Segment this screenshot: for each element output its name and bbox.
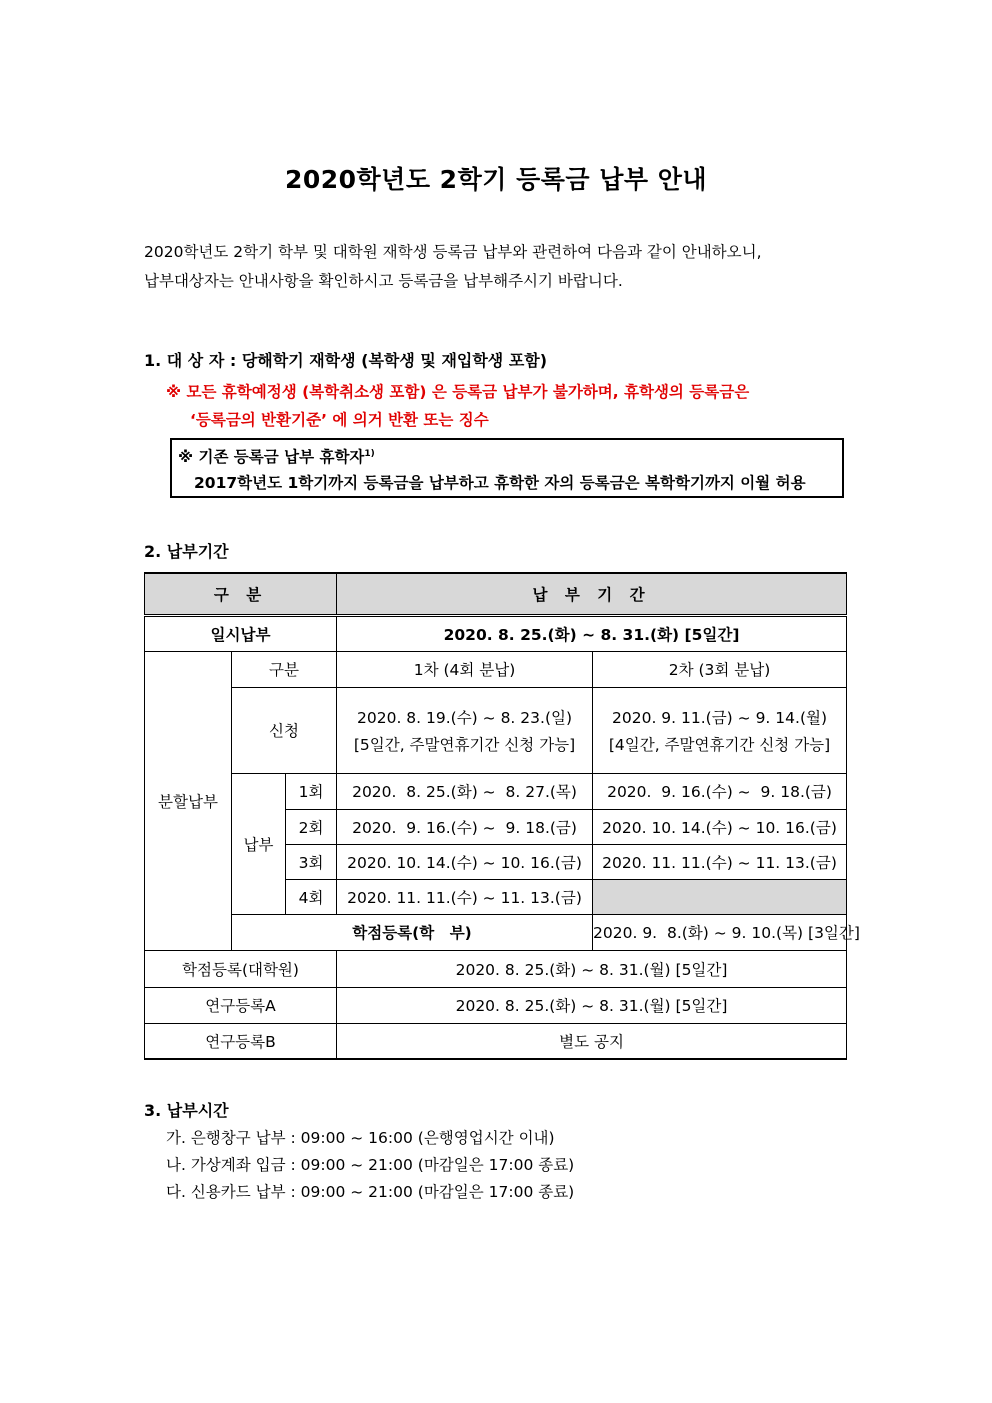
header-period: 납 부 기 간: [337, 573, 847, 615]
credit-undergrad-period: 2020. 9. 8.(화) ~ 9. 10.(목) [3일간]: [593, 914, 847, 950]
apply-round2: [593, 687, 847, 773]
installment-round2-period: 2020. 9. 16.(수) ~ 9. 18.(금): [593, 773, 847, 809]
notice-box-text: 2017학년도 1학기까지 등록금을 납부하고 휴학한 자의 등록금은 복학학기까지 이월 허용: [194, 474, 806, 492]
installment-round2-period: 2020. 11. 11.(수) ~ 11. 13.(금): [593, 844, 847, 879]
intro-line: 2020학년도 2학기 학부 및 대학원 재학생 등록금 납부와 관련하여 다음과 같이 안내하오니,: [144, 243, 762, 261]
installment-round1-period: 2020. 11. 11.(수) ~ 11. 13.(금): [337, 879, 593, 914]
apply-round2-note: [4일간, 주말연휴기간 신청 가능]: [608, 735, 831, 754]
installment-round1-period: 2020. 8. 25.(화) ~ 8. 27.(목): [337, 773, 593, 809]
header-category: 구 분: [145, 573, 337, 615]
notice-box-title: ※ 기존 등록금 납부 휴학자$^{1)}$: [178, 448, 375, 466]
apply-round1-dates: 2020. 8. 19.(수) ~ 8. 23.(일): [357, 708, 573, 727]
research-a-label: 연구등록A: [145, 987, 337, 1023]
pay-label: 납부: [232, 773, 286, 914]
round2-header: 2차 (3회 분납): [593, 651, 847, 687]
payment-time-item: 나. 가상계좌 입금 : 09:00 ~ 21:00 (마감일은 17:00 종료): [166, 1156, 575, 1174]
intro-paragraph: [144, 238, 850, 296]
installment-number: 1회: [286, 773, 337, 809]
installment-round1-period: 2020. 10. 14.(수) ~ 10. 16.(금): [337, 844, 593, 879]
credit-grad-label: 학점등록(대학원): [145, 950, 337, 987]
notice-box: [170, 438, 844, 498]
apply-round1: [337, 687, 593, 773]
installment-round2-empty: [593, 879, 847, 914]
installment-number: 3회: [286, 844, 337, 879]
research-b-label: 연구등록B: [145, 1023, 337, 1059]
research-a-period: 2020. 8. 25.(화) ~ 8. 31.(월) [5일간]: [337, 987, 847, 1023]
apply-round1-note: [5일간, 주말연휴기간 신청 가능]: [353, 735, 576, 754]
lump-sum-period: 2020. 8. 25.(화) ~ 8. 31.(화) [5일간]: [337, 615, 847, 651]
warning-line: ‘등록금의 반환기준’ 에 의거 반환 또는 징수: [190, 411, 489, 429]
lump-sum-label: 일시납부: [145, 615, 337, 651]
payment-period-table: [144, 572, 860, 1060]
credit-undergrad-label: 학점등록(학 부): [232, 914, 593, 950]
research-b-period: 별도 공지: [337, 1023, 847, 1059]
page-title: 2020학년도 2학기 등록금 납부 안내: [284, 165, 708, 194]
apply-label: 신청: [232, 687, 337, 773]
installment-label: 분할납부: [145, 651, 232, 950]
installment-round2-period: 2020. 10. 14.(수) ~ 10. 16.(금): [593, 809, 847, 844]
installment-number: 4회: [286, 879, 337, 914]
payment-time-item: 가. 은행창구 납부 : 09:00 ~ 16:00 (은행영업시간 이내): [166, 1129, 555, 1147]
payment-time-item: 다. 신용카드 납부 : 09:00 ~ 21:00 (마감일은 17:00 종료): [166, 1183, 575, 1201]
installment-round1-period: 2020. 9. 16.(수) ~ 9. 18.(금): [337, 809, 593, 844]
section3-heading: 3. 납부시간: [144, 1101, 229, 1120]
apply-round2-dates: 2020. 9. 11.(금) ~ 9. 14.(월): [612, 708, 828, 727]
subheader-category: 구분: [232, 651, 337, 687]
installment-number: 2회: [286, 809, 337, 844]
round1-header: 1차 (4회 분납): [337, 651, 593, 687]
intro-line: 납부대상자는 안내사항을 확인하시고 등록금을 납부해주시기 바랍니다.: [144, 272, 623, 290]
section1-heading: 1. 대 상 자 : 당해학기 재학생 (복학생 및 재입학생 포함): [144, 351, 548, 370]
warning-line: ※ 모든 휴학예정생 (복학취소생 포함) 은 등록금 납부가 불가하며, 휴학생의 등록금은: [166, 383, 750, 401]
footnote-marker: 1): [364, 448, 375, 459]
credit-grad-period: 2020. 8. 25.(화) ~ 8. 31.(월) [5일간]: [337, 950, 847, 987]
section2-heading: 2. 납부기간: [144, 542, 229, 561]
